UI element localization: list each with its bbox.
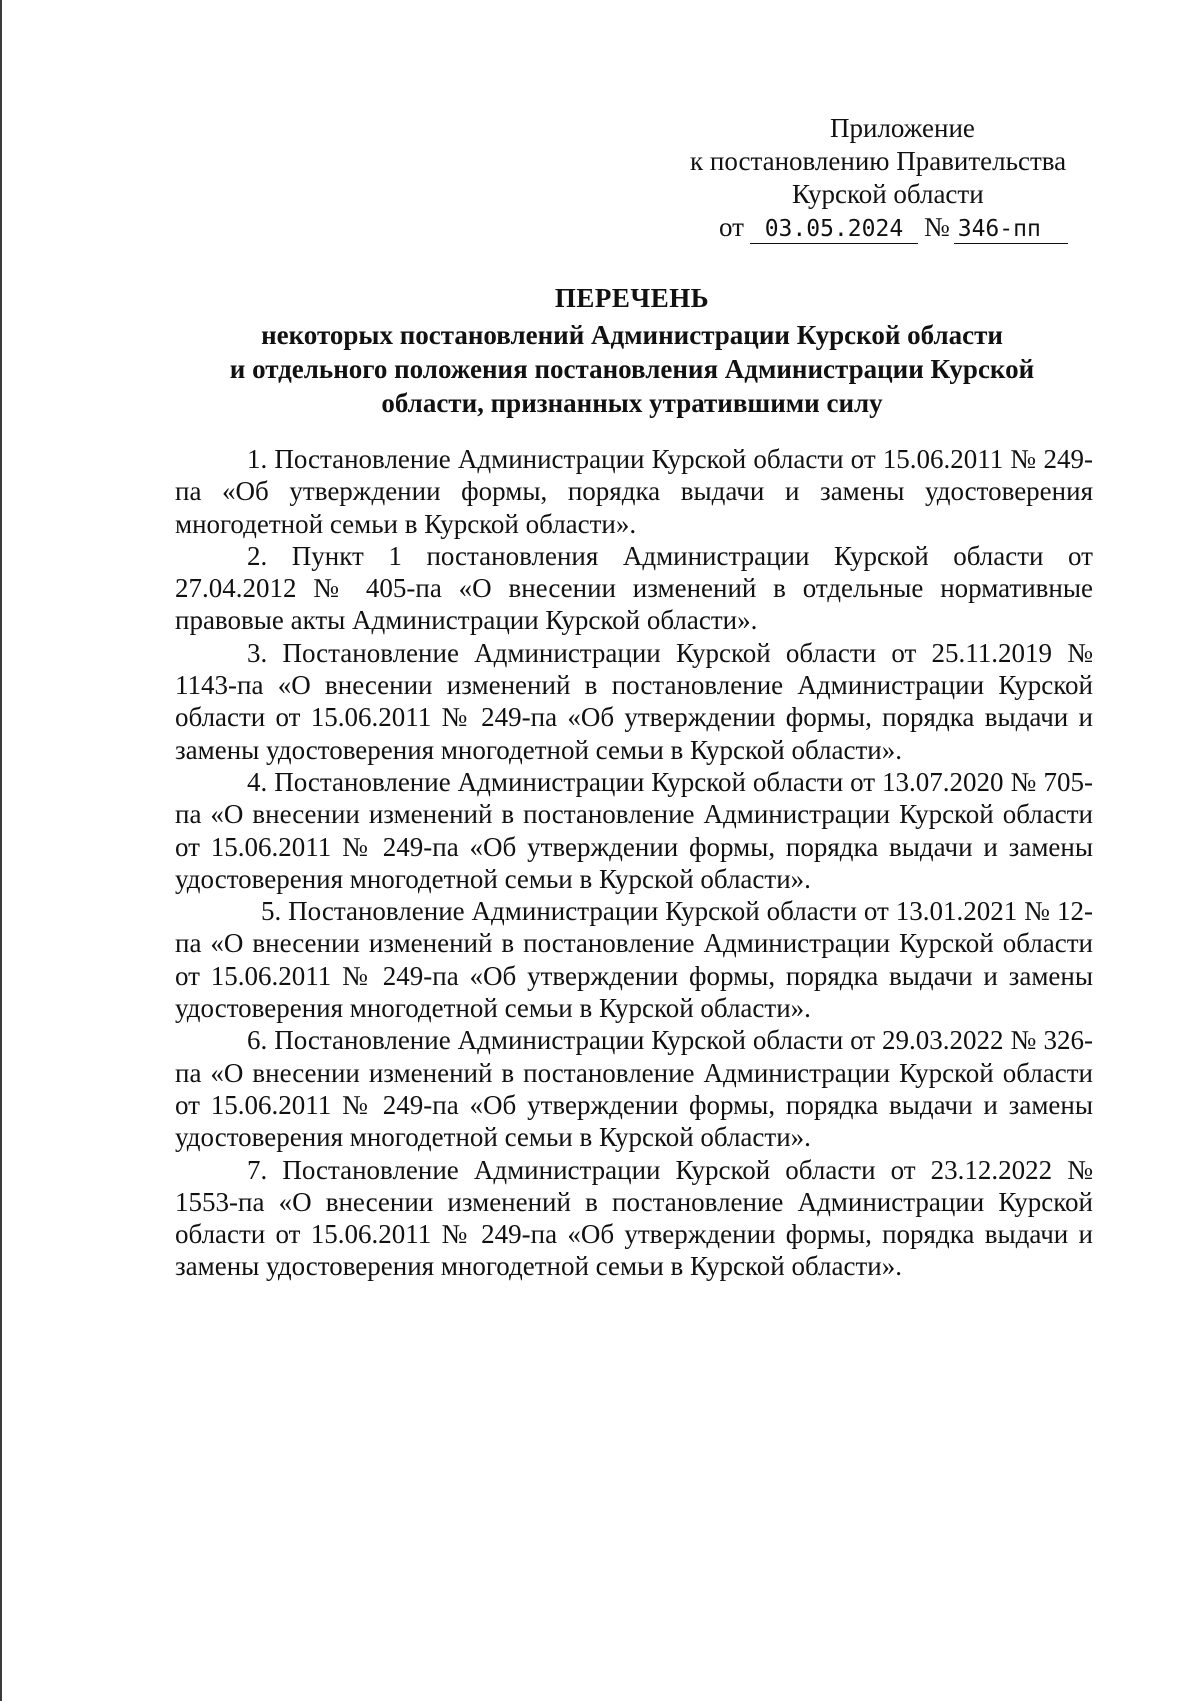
list-item: 2. Пункт 1 постановления Администрации Курской области от 27.04.2012 № 405-па «О внесении изменений в отдельные нормативные правовые акты Администрации Курской области».	[175, 540, 1093, 636]
from-label: от	[719, 212, 744, 242]
list-item: 6. Постановление Администрации Курской области от 29.03.2022 № 326-па «О внесении изменений в постановление Администрации Курской области от 15.06.2011 № 249-па «Об утверждении формы, порядка выдачи и замены удостоверения многодетной семьи в Курской области».	[175, 1025, 1093, 1153]
title-line-4: области, признанных утратившими силу	[381, 388, 883, 418]
title-heading: ПЕРЕЧЕНЬ	[554, 283, 710, 313]
list-item: 4. Постановление Администрации Курской области от 13.07.2020 № 705-па «О внесении изменений в постановление Администрации Курской области от 15.06.2011 № 249-па «Об утверждении формы, порядка выдачи и замены удостоверения многодетной семьи в Курской области».	[175, 766, 1093, 894]
appendix-header	[662, 112, 1102, 244]
number-field: 346-пп	[954, 215, 1068, 244]
number-label: №	[923, 212, 950, 242]
document-title	[172, 280, 1092, 420]
appendix-title: Приложение	[830, 113, 975, 143]
appendix-region: Курской области	[792, 179, 984, 209]
list-item: 5. Постановление Администрации Курской области от 13.01.2021 № 12-па «О внесении изменений в постановление Администрации Курской области от 15.06.2011 № 249-па «Об утверждении формы, порядка выдачи и замены удостоверения многодетной семьи в Курской области».	[175, 896, 1093, 1024]
document-body	[175, 443, 1093, 1283]
date-field: 03.05.2024	[750, 215, 918, 244]
title-line-3: и отдельного положения постановления Администрации Курской	[229, 354, 1035, 384]
list-item: 3. Постановление Администрации Курской области от 25.11.2019 № 1143-па «О внесении изменений в постановление Администрации Курской области от 15.06.2011 № 249-па «Об утверждении формы, порядка выдачи и замены удостоверения многодетной семьи в Курской области».	[175, 637, 1093, 765]
list-item: 7. Постановление Администрации Курской области от 23.12.2022 № 1553-па «О внесении изменений в постановление Администрации Курской области от 15.06.2011 № 249-па «Об утверждении формы, порядка выдачи и замены удостоверения многодетной семьи в Курской области».	[175, 1154, 1093, 1282]
appendix-date-line	[662, 211, 1102, 244]
title-line-2: некоторых постановлений Администрации Курской области	[261, 320, 1003, 350]
list-item: 1. Постановление Администрации Курской области от 15.06.2011 № 249-па «Об утверждении формы, порядка выдачи и замены удостоверения многодетной семьи в Курской области».	[175, 444, 1093, 539]
appendix-reference: к постановлению Правительства	[690, 146, 1067, 176]
